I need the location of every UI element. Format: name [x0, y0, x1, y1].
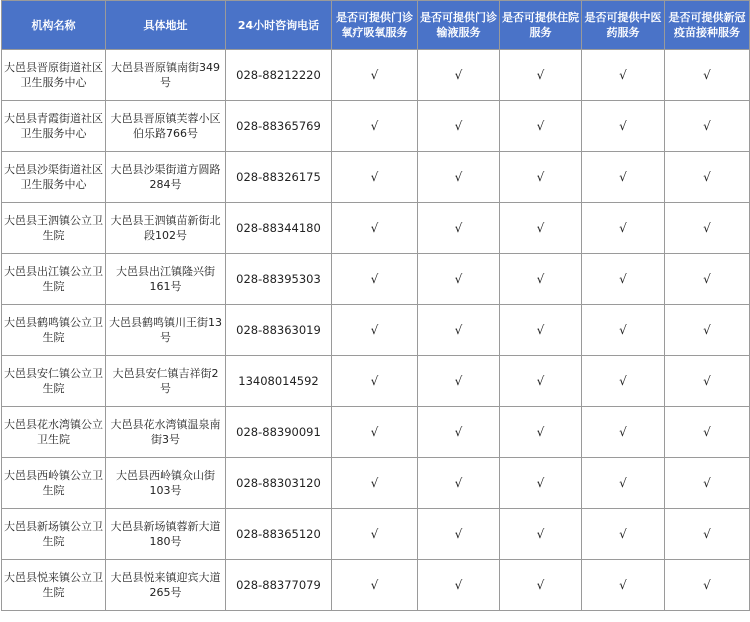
oxygen-service-cell: √ [332, 407, 418, 458]
inpatient-service-cell: √ [500, 458, 582, 509]
header-name: 机构名称 [2, 1, 106, 50]
header-oxygen: 是否可提供门诊氧疗吸氧服务 [332, 1, 418, 50]
table-row [2, 407, 750, 458]
address-cell: 大邑县沙渠街道方圆路284号 [106, 152, 226, 203]
infusion-service-cell: √ [418, 305, 500, 356]
oxygen-service-cell: √ [332, 152, 418, 203]
infusion-service-cell: √ [418, 50, 500, 101]
institution-name-cell: 大邑县花水湾镇公立卫生院 [2, 407, 106, 458]
inpatient-service-cell: √ [500, 101, 582, 152]
header-address: 具体地址 [106, 1, 226, 50]
institution-name-cell: 大邑县新场镇公立卫生院 [2, 509, 106, 560]
tcm-service-cell: √ [582, 407, 665, 458]
header-vaccine: 是否可提供新冠疫苗接种服务 [665, 1, 750, 50]
infusion-service-cell: √ [418, 509, 500, 560]
inpatient-service-cell: √ [500, 305, 582, 356]
table-row [2, 305, 750, 356]
table-row [2, 50, 750, 101]
infusion-service-cell: √ [418, 407, 500, 458]
tcm-service-cell: √ [582, 560, 665, 611]
phone-cell: 028-88365120 [226, 509, 332, 560]
address-cell: 大邑县安仁镇吉祥街2号 [106, 356, 226, 407]
address-cell: 大邑县王泗镇苗新街北段102号 [106, 203, 226, 254]
inpatient-service-cell: √ [500, 356, 582, 407]
vaccine-service-cell: √ [665, 458, 750, 509]
tcm-service-cell: √ [582, 305, 665, 356]
address-cell: 大邑县晋原镇芙蓉小区伯乐路766号 [106, 101, 226, 152]
infusion-service-cell: √ [418, 152, 500, 203]
tcm-service-cell: √ [582, 203, 665, 254]
inpatient-service-cell: √ [500, 50, 582, 101]
address-cell: 大邑县花水湾镇温泉南街3号 [106, 407, 226, 458]
address-cell: 大邑县西岭镇众山街103号 [106, 458, 226, 509]
inpatient-service-cell: √ [500, 152, 582, 203]
oxygen-service-cell: √ [332, 560, 418, 611]
address-cell: 大邑县新场镇蓉新大道180号 [106, 509, 226, 560]
inpatient-service-cell: √ [500, 509, 582, 560]
vaccine-service-cell: √ [665, 101, 750, 152]
infusion-service-cell: √ [418, 203, 500, 254]
oxygen-service-cell: √ [332, 203, 418, 254]
header-row [2, 1, 750, 50]
infusion-service-cell: √ [418, 458, 500, 509]
phone-cell: 028-88365769 [226, 101, 332, 152]
table-row [2, 152, 750, 203]
infusion-service-cell: √ [418, 356, 500, 407]
tcm-service-cell: √ [582, 458, 665, 509]
oxygen-service-cell: √ [332, 50, 418, 101]
vaccine-service-cell: √ [665, 407, 750, 458]
institution-name-cell: 大邑县安仁镇公立卫生院 [2, 356, 106, 407]
table-row [2, 560, 750, 611]
health-institutions-table [1, 0, 750, 611]
table-row [2, 101, 750, 152]
phone-cell: 028-88390091 [226, 407, 332, 458]
table-row [2, 254, 750, 305]
header-phone: 24小时咨询电话 [226, 1, 332, 50]
header-inpatient: 是否可提供住院服务 [500, 1, 582, 50]
phone-cell: 028-88363019 [226, 305, 332, 356]
phone-cell: 028-88377079 [226, 560, 332, 611]
phone-cell: 13408014592 [226, 356, 332, 407]
vaccine-service-cell: √ [665, 509, 750, 560]
address-cell: 大邑县悦来镇迎宾大道265号 [106, 560, 226, 611]
vaccine-service-cell: √ [665, 50, 750, 101]
oxygen-service-cell: √ [332, 509, 418, 560]
table-row [2, 458, 750, 509]
infusion-service-cell: √ [418, 101, 500, 152]
header-tcm: 是否可提供中医药服务 [582, 1, 665, 50]
tcm-service-cell: √ [582, 152, 665, 203]
oxygen-service-cell: √ [332, 356, 418, 407]
table-row [2, 509, 750, 560]
institution-name-cell: 大邑县西岭镇公立卫生院 [2, 458, 106, 509]
phone-cell: 028-88395303 [226, 254, 332, 305]
institution-name-cell: 大邑县王泗镇公立卫生院 [2, 203, 106, 254]
institution-name-cell: 大邑县晋原街道社区卫生服务中心 [2, 50, 106, 101]
phone-cell: 028-88303120 [226, 458, 332, 509]
inpatient-service-cell: √ [500, 203, 582, 254]
institution-name-cell: 大邑县悦来镇公立卫生院 [2, 560, 106, 611]
tcm-service-cell: √ [582, 356, 665, 407]
infusion-service-cell: √ [418, 254, 500, 305]
address-cell: 大邑县鹤鸣镇川王街13号 [106, 305, 226, 356]
address-cell: 大邑县出江镇隆兴街161号 [106, 254, 226, 305]
institution-name-cell: 大邑县出江镇公立卫生院 [2, 254, 106, 305]
tcm-service-cell: √ [582, 101, 665, 152]
oxygen-service-cell: √ [332, 101, 418, 152]
table-row [2, 203, 750, 254]
vaccine-service-cell: √ [665, 203, 750, 254]
phone-cell: 028-88212220 [226, 50, 332, 101]
vaccine-service-cell: √ [665, 152, 750, 203]
infusion-service-cell: √ [418, 560, 500, 611]
vaccine-service-cell: √ [665, 305, 750, 356]
header-infusion: 是否可提供门诊输液服务 [418, 1, 500, 50]
oxygen-service-cell: √ [332, 254, 418, 305]
institution-name-cell: 大邑县青霞街道社区卫生服务中心 [2, 101, 106, 152]
institution-name-cell: 大邑县鹤鸣镇公立卫生院 [2, 305, 106, 356]
vaccine-service-cell: √ [665, 254, 750, 305]
tcm-service-cell: √ [582, 50, 665, 101]
tcm-service-cell: √ [582, 509, 665, 560]
inpatient-service-cell: √ [500, 254, 582, 305]
oxygen-service-cell: √ [332, 458, 418, 509]
phone-cell: 028-88326175 [226, 152, 332, 203]
oxygen-service-cell: √ [332, 305, 418, 356]
inpatient-service-cell: √ [500, 560, 582, 611]
vaccine-service-cell: √ [665, 356, 750, 407]
address-cell: 大邑县晋原镇南街349号 [106, 50, 226, 101]
phone-cell: 028-88344180 [226, 203, 332, 254]
tcm-service-cell: √ [582, 254, 665, 305]
vaccine-service-cell: √ [665, 560, 750, 611]
inpatient-service-cell: √ [500, 407, 582, 458]
table-row [2, 356, 750, 407]
institution-name-cell: 大邑县沙渠街道社区卫生服务中心 [2, 152, 106, 203]
